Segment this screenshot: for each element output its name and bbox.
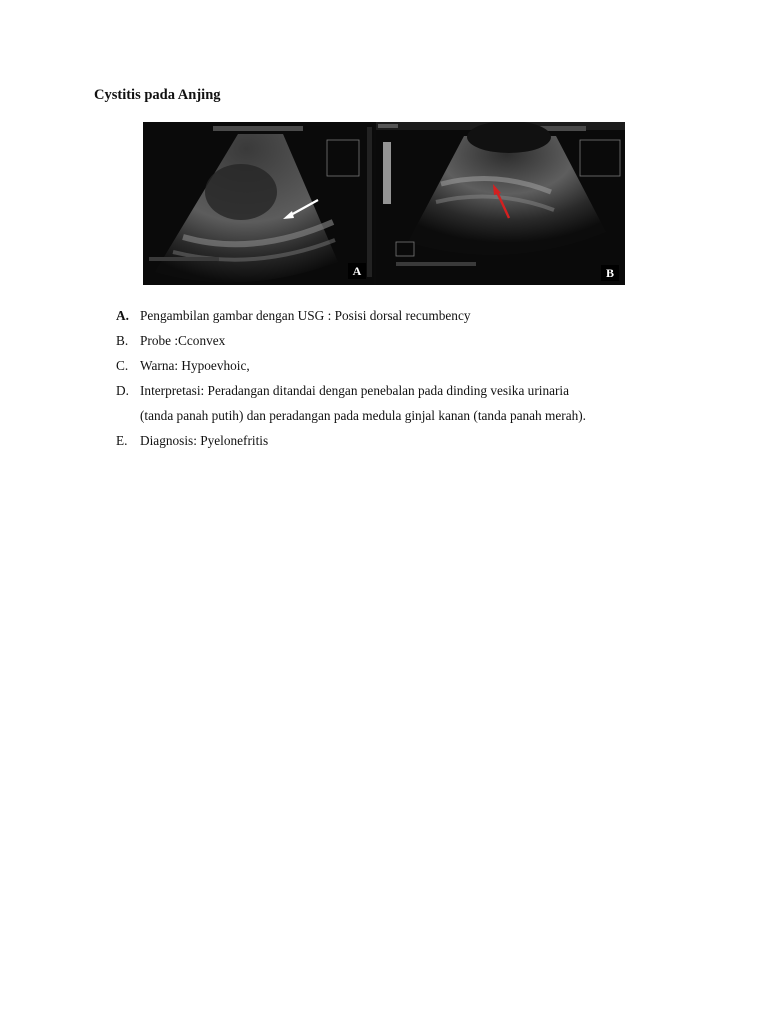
findings-list	[116, 303, 676, 453]
list-item-text: Warna: Hypoevhoic,	[140, 358, 250, 373]
ultrasound-image-b	[376, 122, 625, 285]
list-marker: B.	[116, 333, 129, 348]
list-item-text: Pengambilan gambar dengan USG : Posisi dorsal recumbency	[140, 308, 471, 323]
panel-label-b: B	[601, 265, 619, 281]
list-item	[116, 428, 676, 453]
list-marker: E.	[116, 433, 128, 448]
list-marker: C.	[116, 358, 129, 373]
list-item-text: Probe :Cconvex	[140, 333, 226, 348]
list-item	[116, 328, 676, 353]
list-item-text-continued: (tanda panah putih) dan peradangan pada medula ginjal kanan (tanda panah merah).	[140, 408, 586, 423]
list-item-text: Interpretasi: Peradangan ditandai dengan penebalan pada dinding vesika urinaria	[140, 383, 570, 398]
list-item-text: Diagnosis: Pyelonefritis	[140, 433, 269, 448]
list-item	[116, 303, 676, 328]
ultrasound-panel-a	[143, 122, 374, 285]
list-marker: D.	[116, 383, 129, 398]
ultrasound-figure	[143, 122, 625, 285]
document-title: Cystitis pada Anjing	[94, 87, 221, 103]
list-marker: A.	[116, 308, 129, 323]
list-item	[116, 378, 676, 428]
ultrasound-panel-b	[376, 122, 625, 285]
list-item	[116, 353, 676, 378]
ultrasound-image-a	[143, 122, 374, 285]
panel-label-a: A	[348, 263, 366, 279]
